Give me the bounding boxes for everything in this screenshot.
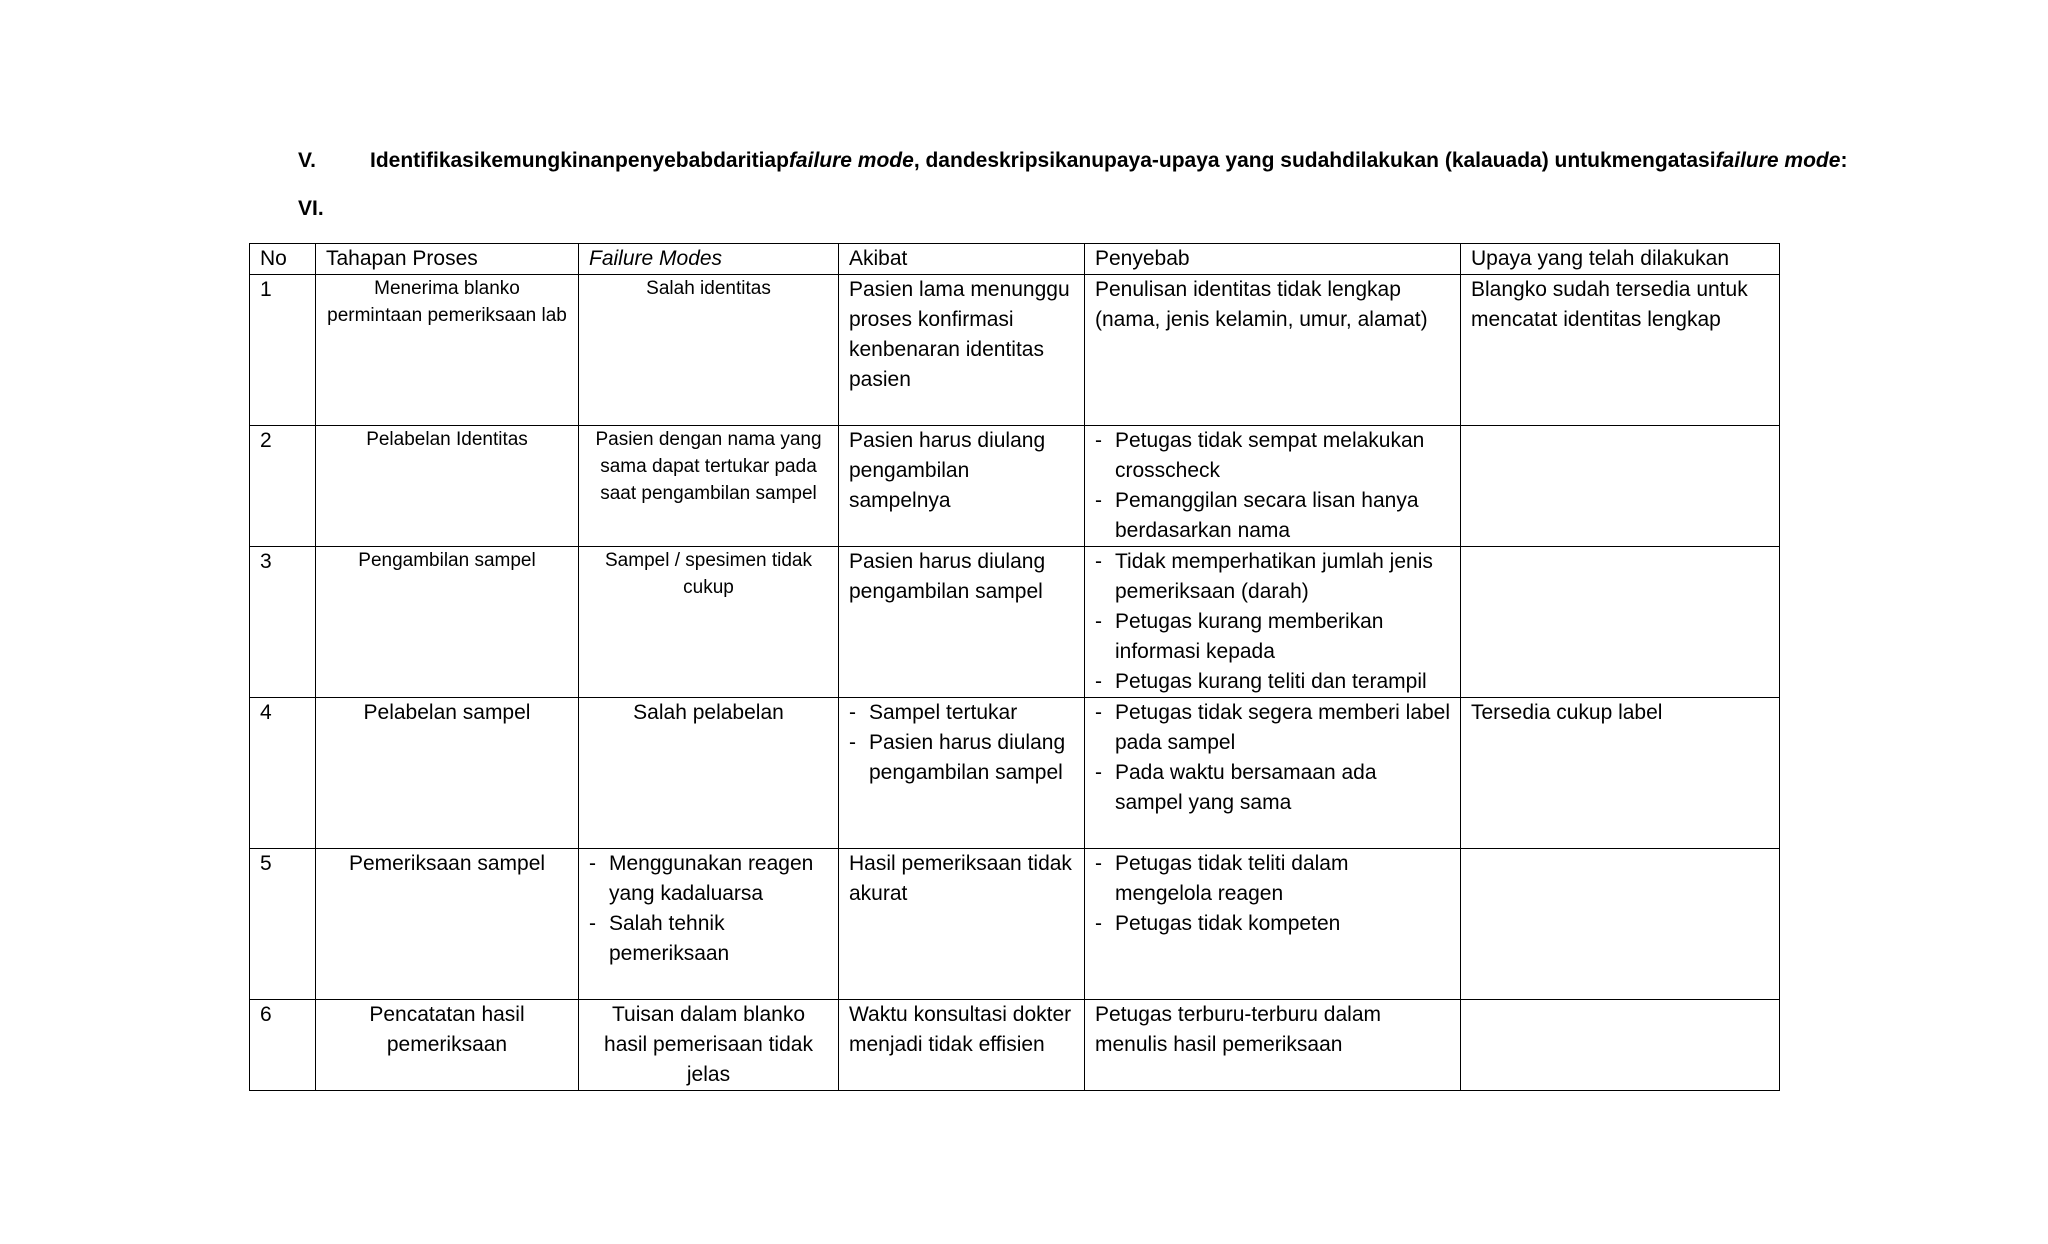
cell-failure: Salah identitas bbox=[579, 275, 839, 426]
table-row bbox=[250, 698, 1780, 849]
list-item: - Petugas kurang teliti dan terampil bbox=[1095, 667, 1450, 697]
failure-list bbox=[589, 849, 828, 969]
cell-tahapan: Pencatatan hasil pemeriksaan bbox=[316, 1000, 579, 1091]
cell-tahapan: Pelabelan Identitas bbox=[316, 426, 579, 547]
header-no: No bbox=[250, 244, 316, 275]
cell-failure bbox=[579, 849, 839, 1000]
cell-penyebab: Penulisan identitas tidak lengkap (nama, jenis kelamin, umur, alamat) bbox=[1085, 275, 1461, 426]
cause-list bbox=[1095, 426, 1450, 546]
header-penyebab: Penyebab bbox=[1085, 244, 1461, 275]
list-item: - Petugas tidak segera memberi label pada sampel bbox=[1095, 698, 1450, 758]
cell-tahapan: Pemeriksaan sampel bbox=[316, 849, 579, 1000]
cell-penyebab bbox=[1085, 698, 1461, 849]
cell-upaya: Blangko sudah tersedia untuk mencatat identitas lengkap bbox=[1461, 275, 1780, 426]
list-item: - Salah tehnik pemeriksaan bbox=[589, 909, 828, 969]
cause-list bbox=[1095, 849, 1450, 939]
cell-akibat: Pasien harus diulang pengambilan sampelnya bbox=[839, 426, 1085, 547]
heading-text-part: Identifikasikemungkinanpenyebabdaritiap bbox=[370, 149, 789, 172]
cell-no: 6 bbox=[250, 1000, 316, 1091]
cell-akibat: Hasil pemeriksaan tidak akurat bbox=[839, 849, 1085, 1000]
cell-upaya bbox=[1461, 547, 1780, 698]
cell-no: 4 bbox=[250, 698, 316, 849]
cell-failure: Sampel / spesimen tidak cukup bbox=[579, 547, 839, 698]
cell-failure: Tuisan dalam blanko hasil pemerisaan tidak jelas bbox=[579, 1000, 839, 1091]
cell-akibat: Pasien lama menunggu proses konfirmasi kenbenaran identitas pasien bbox=[839, 275, 1085, 426]
cell-penyebab bbox=[1085, 426, 1461, 547]
effect-list bbox=[849, 698, 1074, 788]
list-item: - Pemanggilan secara lisan hanya berdasarkan nama bbox=[1095, 486, 1450, 546]
cell-upaya: Tersedia cukup label bbox=[1461, 698, 1780, 849]
table-row bbox=[250, 1000, 1780, 1091]
heading-text-part: , dandeskripsikanupaya-upaya yang sudahdilakukan (kalauada) untukmengatasi bbox=[913, 149, 1716, 172]
section-heading-vi bbox=[298, 197, 370, 221]
cell-no: 2 bbox=[250, 426, 316, 547]
header-failure-modes: Failure Modes bbox=[579, 244, 839, 275]
cell-failure: Salah pelabelan bbox=[579, 698, 839, 849]
table-header-row bbox=[250, 244, 1780, 275]
heading-text-part: : bbox=[1840, 149, 1848, 172]
cell-no: 5 bbox=[250, 849, 316, 1000]
section-heading-v bbox=[298, 149, 1847, 173]
section-number: VI. bbox=[298, 197, 324, 220]
cell-tahapan: Pengambilan sampel bbox=[316, 547, 579, 698]
cell-no: 1 bbox=[250, 275, 316, 426]
heading-italic-term: failure mode bbox=[1715, 149, 1841, 172]
cell-penyebab bbox=[1085, 849, 1461, 1000]
header-tahapan: Tahapan Proses bbox=[316, 244, 579, 275]
cell-akibat: Pasien harus diulang pengambilan sampel bbox=[839, 547, 1085, 698]
header-upaya: Upaya yang telah dilakukan bbox=[1461, 244, 1780, 275]
cell-penyebab: Petugas terburu-terburu dalam menulis hasil pemeriksaan bbox=[1085, 1000, 1461, 1091]
cell-upaya bbox=[1461, 849, 1780, 1000]
list-item: - Sampel tertukar bbox=[849, 698, 1074, 728]
cell-akibat: Waktu konsultasi dokter menjadi tidak effisien bbox=[839, 1000, 1085, 1091]
cause-list bbox=[1095, 547, 1450, 697]
fmea-table bbox=[249, 243, 1780, 1091]
cause-list bbox=[1095, 698, 1450, 818]
cell-upaya bbox=[1461, 1000, 1780, 1091]
heading-italic-term: failure mode bbox=[788, 149, 914, 172]
list-item: - Menggunakan reagen yang kadaluarsa bbox=[589, 849, 828, 909]
header-akibat: Akibat bbox=[839, 244, 1085, 275]
list-item: - Petugas tidak teliti dalam mengelola reagen bbox=[1095, 849, 1450, 909]
cell-no: 3 bbox=[250, 547, 316, 698]
list-item: - Tidak memperhatikan jumlah jenis pemeriksaan (darah) bbox=[1095, 547, 1450, 607]
list-item: - Petugas kurang memberikan informasi kepada bbox=[1095, 607, 1450, 667]
cell-tahapan: Pelabelan sampel bbox=[316, 698, 579, 849]
table-row bbox=[250, 275, 1780, 426]
list-item: - Pada waktu bersamaan ada sampel yang sama bbox=[1095, 758, 1450, 818]
cell-akibat bbox=[839, 698, 1085, 849]
cell-tahapan: Menerima blanko permintaan pemeriksaan lab bbox=[316, 275, 579, 426]
cell-upaya bbox=[1461, 426, 1780, 547]
table-row bbox=[250, 426, 1780, 547]
list-item: - Pasien harus diulang pengambilan sampel bbox=[849, 728, 1074, 788]
list-item: - Petugas tidak kompeten bbox=[1095, 909, 1450, 939]
section-number: V. bbox=[298, 149, 316, 172]
table-row bbox=[250, 547, 1780, 698]
list-item: - Petugas tidak sempat melakukan crosscheck bbox=[1095, 426, 1450, 486]
table-row bbox=[250, 849, 1780, 1000]
cell-failure: Pasien dengan nama yang sama dapat tertukar pada saat pengambilan sampel bbox=[579, 426, 839, 547]
cell-penyebab bbox=[1085, 547, 1461, 698]
